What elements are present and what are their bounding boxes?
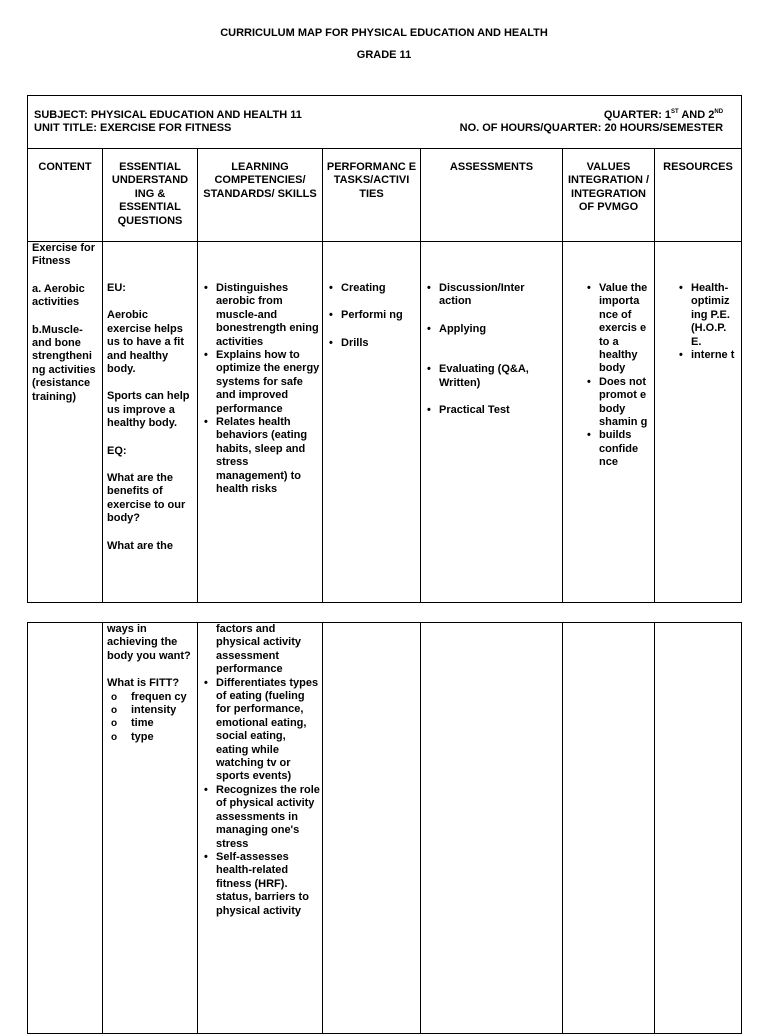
competency-item: • Differentiates types of eating (fueling for performance, emotional eating, social eating, eating while watching tv or sports events) bbox=[204, 676, 319, 783]
content-item: b.Muscle-and bone strengtheni ng activities (resistance training) bbox=[32, 323, 96, 403]
fitt-question: What is FITT? bbox=[107, 677, 180, 690]
bullet-icon: • bbox=[204, 349, 208, 362]
values-item: • Does not promot e body shamin g bbox=[587, 375, 648, 429]
competencies-cell bbox=[198, 242, 323, 603]
essential-understanding-cell-continued bbox=[103, 623, 198, 1034]
content-row-continued bbox=[28, 623, 742, 1034]
bullet-icon: • bbox=[587, 375, 591, 388]
values-cell bbox=[563, 242, 655, 603]
bullet-icon: • bbox=[427, 282, 431, 294]
fitt-item: o frequen cy bbox=[111, 690, 187, 703]
hours-label: NO. OF HOURS/QUARTER: 20 HOURS/SEMESTER bbox=[459, 122, 724, 135]
grade-label: GRADE 11 bbox=[356, 49, 412, 61]
column-header-content: CONTENT bbox=[28, 149, 103, 242]
competency-item: • Relates health behaviors (eating habits, sleep and stress management) to health risks bbox=[204, 416, 308, 496]
circle-bullet-icon: o bbox=[111, 731, 118, 743]
eu-label: EU: bbox=[107, 282, 126, 294]
subject-header-cell bbox=[28, 96, 742, 149]
circle-bullet-icon: o bbox=[111, 718, 118, 730]
bullet-icon: • bbox=[587, 282, 591, 294]
bullet-icon: • bbox=[204, 850, 208, 863]
resource-item: • interne t bbox=[679, 349, 735, 362]
column-header-essential-understanding: ESSENTIAL UNDERSTAND ING & ESSENTIAL QUESTIONS bbox=[103, 149, 198, 242]
assessment-item: • Practical Test bbox=[427, 404, 510, 417]
resource-item: • Health-optimiz ing P.E. (H.O.P. E. bbox=[679, 282, 730, 348]
content-item: a. Aerobic activities bbox=[32, 282, 85, 309]
bullet-icon: • bbox=[427, 322, 431, 335]
content-cell-continued bbox=[28, 623, 103, 1034]
tasks-cell-continued bbox=[323, 623, 421, 1034]
values-item: • builds confide nce bbox=[587, 429, 639, 469]
eu-statement: Aerobic exercise helps us to have a fit and healthy body. bbox=[107, 309, 185, 376]
task-item: • Performi ng bbox=[329, 309, 403, 322]
bullet-icon: • bbox=[427, 404, 431, 417]
bullet-icon: • bbox=[587, 429, 591, 442]
essential-understanding-cell bbox=[103, 242, 198, 603]
circle-bullet-icon: o bbox=[111, 705, 118, 717]
content-title: Exercise for Fitness bbox=[32, 242, 95, 268]
column-header-assessments: ASSESSMENTS bbox=[421, 149, 563, 242]
column-header-resources: RESOURCES bbox=[655, 149, 742, 242]
column-header-learning-competencies: LEARNING COMPETENCIES/ STANDARDS/ SKILLS bbox=[198, 149, 323, 242]
bullet-icon: • bbox=[204, 676, 208, 689]
competency-item: • Distinguishes aerobic from muscle-and bonestrength ening activities bbox=[204, 282, 319, 348]
eq-question-continued: ways in achieving the body you want? bbox=[107, 623, 191, 662]
column-header-row bbox=[28, 149, 742, 242]
unit-title-label: UNIT TITLE: EXERCISE FOR FITNESS bbox=[34, 122, 232, 135]
bullet-icon: • bbox=[204, 416, 208, 429]
fitt-item: o intensity bbox=[111, 704, 177, 717]
assessment-item: • Discussion/Inter action bbox=[427, 282, 525, 308]
competency-continued: factors and physical activity assessment performance bbox=[216, 623, 301, 676]
content-cell bbox=[28, 242, 103, 603]
eu-statement: Sports can help us improve a healthy body. bbox=[107, 390, 190, 430]
bullet-icon: • bbox=[329, 282, 333, 294]
assessments-cell bbox=[421, 242, 563, 603]
bullet-icon: • bbox=[427, 363, 431, 376]
eq-label: EQ: bbox=[107, 444, 127, 457]
fitt-item: o type bbox=[111, 730, 154, 743]
curriculum-table-page-2 bbox=[27, 622, 742, 1034]
resources-cell-continued bbox=[655, 623, 742, 1034]
competency-item: • Explains how to optimize the energy systems for safe and improved performance bbox=[204, 349, 320, 415]
bullet-icon: • bbox=[204, 783, 208, 796]
bullet-icon: • bbox=[329, 309, 333, 322]
eq-question: What are the bbox=[107, 539, 174, 552]
competency-item: • Recognizes the role of physical activity assessments in managing one's stress bbox=[204, 783, 320, 850]
document-title: CURRICULUM MAP FOR PHYSICAL EDUCATION AND HEALTH bbox=[220, 27, 548, 39]
circle-bullet-icon: o bbox=[111, 691, 118, 703]
bullet-icon: • bbox=[679, 282, 683, 294]
resources-cell bbox=[655, 242, 742, 603]
subject-header-row bbox=[28, 96, 742, 149]
bullet-icon: • bbox=[329, 336, 333, 349]
quarter-label: QUARTER: 1ST AND 2ND bbox=[603, 109, 724, 121]
values-item: • Value the importa nce of exercis e to a healthy body bbox=[587, 282, 648, 375]
bullet-icon: • bbox=[679, 349, 683, 362]
fitt-list bbox=[107, 691, 195, 745]
values-cell-continued bbox=[563, 623, 655, 1034]
task-item: • Creating bbox=[329, 282, 386, 294]
content-row bbox=[28, 242, 742, 603]
task-item: • Drills bbox=[329, 336, 369, 349]
fitt-item: o time bbox=[111, 717, 154, 730]
assessments-cell-continued bbox=[421, 623, 563, 1034]
assessment-item: • Evaluating (Q&A, Written) bbox=[427, 363, 529, 389]
competency-item: • Self-assesses health-related fitness (HRF). status, barriers to physical activity bbox=[204, 850, 309, 917]
column-header-performance-tasks: PERFORMANC E TASKS/ACTIVI TIES bbox=[323, 149, 421, 242]
subject-label: SUBJECT: PHYSICAL EDUCATION AND HEALTH 11 bbox=[34, 109, 302, 121]
assessment-item: • Applying bbox=[427, 322, 487, 335]
quarter-info bbox=[460, 109, 723, 136]
subject-info bbox=[34, 109, 302, 136]
tasks-cell bbox=[323, 242, 421, 603]
column-header-values-integration: VALUES INTEGRATION / INTEGRATION OF PVMGO bbox=[563, 149, 655, 242]
bullet-icon: • bbox=[204, 282, 208, 294]
curriculum-table-page-1 bbox=[27, 95, 742, 603]
competencies-cell-continued bbox=[198, 623, 323, 1034]
eq-question: What are the benefits of exercise to our body? bbox=[107, 472, 186, 525]
